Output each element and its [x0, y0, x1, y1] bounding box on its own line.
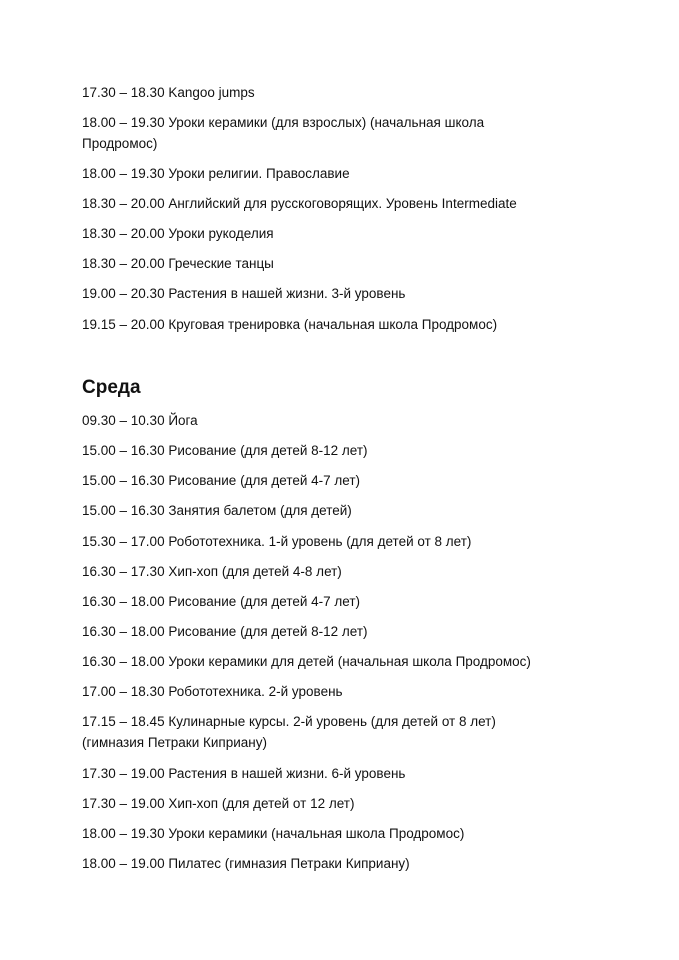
schedule-item: 16.30 – 18.00 Рисование (для детей 8-12 лет): [82, 624, 368, 639]
schedule-item: 17.30 – 18.30 Kangoo jumps: [82, 85, 255, 100]
schedule-item: 18.00 – 19.30 Уроки керамики (для взрослых) (начальная школа Продромос): [82, 115, 485, 151]
schedule-item: 15.00 – 16.30 Занятия балетом (для детей): [82, 503, 352, 518]
schedule-item: 16.30 – 18.00 Уроки керамики для детей (начальная школа Продромос): [82, 654, 531, 669]
schedule-item: 19.00 – 20.30 Растения в нашей жизни. 3-й уровень: [82, 286, 406, 301]
schedule-item: 17.30 – 19.00 Растения в нашей жизни. 6-й уровень: [82, 766, 406, 781]
section-heading-wednesday: Среда: [82, 377, 141, 398]
schedule-item: 17.30 – 19.00 Хип-хоп (для детей от 12 лет): [82, 796, 355, 811]
schedule-item: 16.30 – 18.00 Рисование (для детей 4-7 лет): [82, 594, 361, 609]
schedule-item: 17.15 – 18.45 Кулинарные курсы. 2-й уровень (для детей от 8 лет) (гимназия Петраки Киприану): [82, 714, 496, 750]
schedule-item: 09.30 – 10.30 Йога: [82, 413, 198, 428]
schedule-item: 18.30 – 20.00 Уроки рукоделия: [82, 226, 274, 241]
schedule-item: 15.00 – 16.30 Рисование (для детей 8-12 лет): [82, 443, 368, 458]
schedule-item: 16.30 – 17.30 Хип-хоп (для детей 4-8 лет): [82, 564, 342, 579]
schedule-item: 18.00 – 19.30 Уроки керамики (начальная школа Продромос): [82, 826, 465, 841]
schedule-item: 18.00 – 19.00 Пилатес (гимназия Петраки Киприану): [82, 856, 410, 871]
schedule-item: 17.00 – 18.30 Робототехника. 2-й уровень: [82, 684, 343, 699]
schedule-item: 15.30 – 17.00 Робототехника. 1-й уровень (для детей от 8 лет): [82, 534, 472, 549]
schedule-item: 19.15 – 20.00 Круговая тренировка (начальная школа Продромос): [82, 317, 498, 332]
schedule-item: 18.30 – 20.00 Английский для русскоговорящих. Уровень Intermediate: [82, 196, 517, 211]
schedule-item: 18.30 – 20.00 Греческие танцы: [82, 256, 274, 271]
schedule-item: 18.00 – 19.30 Уроки религии. Православие: [82, 166, 350, 181]
schedule-item: 15.00 – 16.30 Рисование (для детей 4-7 лет): [82, 473, 361, 488]
